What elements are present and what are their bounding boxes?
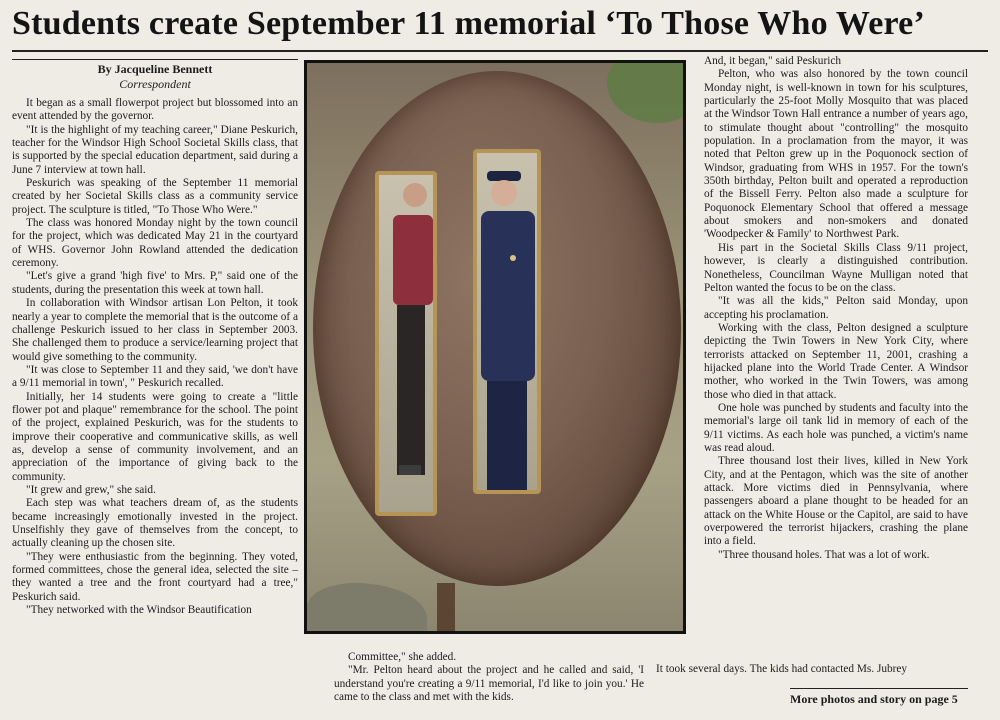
headline: Students create September 11 memorial ‘To Those Who Were’ — [12, 5, 925, 42]
paragraph: Each step was what teachers dream of, as the students became increasingly emotionally invested in the project. Unselfishly they gave of themselves from the concept, to actually cleaning up the chosen site. — [12, 497, 298, 550]
paragraph: "It was all the kids," Pelton said Monday, upon accepting his proclamation. — [704, 295, 968, 321]
column-3-tail — [656, 663, 968, 676]
paragraph: It took several days. The kids had contacted Ms. Jubrey — [656, 663, 908, 675]
paragraph: "It is the highlight of my teaching career," Diane Peskurich, teacher for the Windsor High School Societal Skills class, that is supported by the special education department, said during a June 7 interview at town hall. — [12, 123, 298, 176]
paragraph: Pelton, who was also honored by the town council Monday night, is well-known in town for his sculptures, particularly the 25-foot Molly Mosquito that was placed at the Windsor Town Hall entrance a number of years ago, to stimulate thought about "controlling" the mosquito population. In a proclamation from the mayor, it was noted that Pelton grew up in the Poquonock section of Windsor, graduating from WHS in 1957. For the town's 350th birthday, Pelton built and operated a reproduction of the Bissell Ferry. Pelton also made a sculpture for Poquonock Elementary School that offered a message about smokers and non-smokers and donated 'Woodpecker & Family' to Northwest Park. — [704, 68, 968, 241]
paragraph: Initially, her 14 students were going to create a "little flower pot and plaque" remembrance for the school. The point of the project, explained Peskurich, was for the students to improve their cooperative and communicative skills, as well as, develop a sense of community involvement, and an appreciation of the importance of giving back to the community. — [12, 390, 298, 483]
student-figure — [379, 175, 433, 512]
footer-rule — [790, 688, 968, 689]
memorial-post — [437, 583, 455, 633]
left-tower-slot — [375, 171, 437, 516]
paragraph: Working with the class, Pelton designed a sculpture depicting the Twin Towers in New York City, where terrorists attacked on September 11, 2001, crashing a hijacked plane into the World Trade Center. A Windsor mother, who worked in the Twin Towers, was among those who died in that attack. — [704, 321, 968, 401]
officer-figure — [477, 153, 537, 490]
memorial-photo — [304, 60, 686, 634]
column-1 — [12, 97, 298, 617]
byline-rule — [12, 59, 298, 60]
paragraph: "Three thousand holes. That was a lot of work. — [718, 548, 930, 561]
paragraph: "It was close to September 11 and they said, 'we don't have a 9/11 memorial in town', " Peskurich recalled. — [12, 363, 298, 390]
paragraph: And, it began," said Peskurich — [704, 55, 842, 67]
byline-role: Correspondent — [119, 77, 191, 91]
paragraph: "Let's give a grand 'high five' to Mrs. P," said one of the students, during the presentation this week at town hall. — [12, 270, 298, 296]
paragraph: "Mr. Pelton heard about the project and he called and said, 'I understand you're creating a 9/11 memorial, I'd like to join you.' He came to the class and met with the kids. — [334, 664, 644, 704]
paragraph: One hole was punched by students and faculty into the memorial's large oil tank lid in memory of each of the 9/11 victims. As each hole was punched, a victim's name was read aloud. — [704, 401, 968, 454]
paragraph: Three thousand lost their lives, killed in New York City, and at the Pentagon, which was the site of another attack. More victims died in Pennsylvania, where passengers aboard a plane thought to be headed for an attack on the White House or the Capitol, are said to have overpowered the terrorist hijackers, crashing the plane into a field. — [704, 455, 968, 548]
byline-name: By Jacqueline Bennett — [97, 62, 213, 76]
byline — [12, 62, 298, 92]
ground-stones — [307, 583, 427, 634]
right-tower-slot — [473, 149, 541, 494]
headline-rule — [12, 50, 988, 52]
column-2 — [334, 651, 644, 704]
paragraph: "It grew and grew," she said. — [26, 483, 156, 496]
paragraph: Committee," she added. — [348, 651, 457, 663]
memorial-disc — [313, 71, 681, 586]
more-photos-link[interactable]: More photos and story on page 5 — [790, 692, 958, 706]
column-3 — [704, 55, 968, 562]
paragraph: In collaboration with Windsor artisan Lon Pelton, it took nearly a year to complete the memorial that is the outcome of a challenge Peskurich issued to her class in September 2003. She challenged them to produce a service/learning project that would give something to the community. — [12, 297, 298, 363]
paragraph: "They networked with the Windsor Beautification — [26, 604, 252, 617]
foliage — [607, 60, 686, 123]
paragraph: His part in the Societal Skills Class 9/11 project, however, is clearly a distinguished contribution. Nonetheless, Councilman Wayne Mulligan noted that Pelton wanted the focus to be on the class. — [704, 241, 968, 294]
paragraph: It began as a small flowerpot project but blossomed into an event attended by the governor. — [12, 97, 298, 123]
paragraph: "They were enthusiastic from the beginning. They voted, formed committees, chose the general idea, selected the site – they wanted a tree and the front courtyard had a tree," Peskurich said. — [12, 550, 298, 603]
paragraph: The class was honored Monday night by the town council for the project, which was dedicated May 21 in the courtyard of WHS. Governor John Rowland attended the dedication ceremony. — [12, 217, 298, 270]
paragraph: Peskurich was speaking of the September 11 memorial created by her Societal Skills class as a community service project. The sculpture is titled, "To Those Who Were." — [12, 177, 298, 216]
